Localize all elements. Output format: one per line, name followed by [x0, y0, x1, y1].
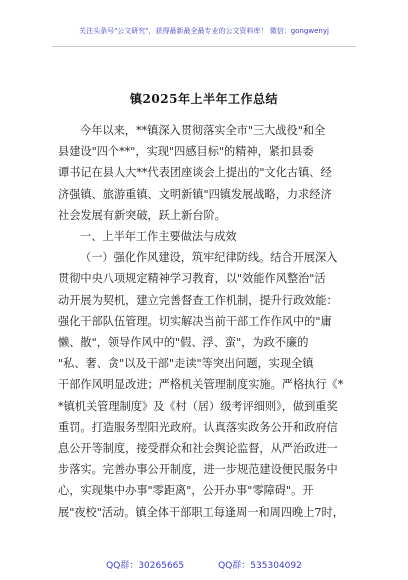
header-divider — [52, 46, 356, 47]
body-line: *镇机关管理制度》及《村（居）级考评细则》，做到重奖 — [58, 399, 338, 413]
document-body — [58, 120, 350, 523]
body-line: 心，实现集中办事"零距离"，公开办事"零障碍"。开 — [58, 484, 314, 498]
body-line: "私、奢、贪"以及干部"走读"等突出问题，实现全镇 — [58, 357, 314, 371]
body-line: 展"夜校"活动。镇全体干部职工每逢周一和周四晚上7时， — [58, 505, 344, 519]
body-line: 贯彻中央八项规定精神学习教育，以"效能作风整治"活 — [58, 272, 326, 286]
footer-qq-group-2: QQ群：535304092 — [218, 561, 302, 571]
body-line: 社会发展有新突破，跃上新台阶。 — [58, 208, 226, 222]
body-line: 干部作风明显改进；严格机关管理制度实施。严格执行《* — [58, 378, 344, 392]
body-line: 息公开等制度，接受群众和社会舆论监督，从严治政进一 — [58, 442, 338, 456]
body-line: 谭书记在县人大**代表团座谈会上提出的"文化古镇、经 — [58, 166, 332, 180]
header-banner: 关注头条号"公文研究"，获得最新最全最专业的公文资料库！ 微信：gongwenyj — [79, 27, 329, 35]
body-line: 济强镇、旅游重镇、文明新镇"四镇发展战略，力求经济 — [58, 187, 332, 201]
body-line: （一）强化作风建设，筑牢纪律防线。结合开展深入 — [80, 251, 338, 265]
body-line: 县建设"四个**"，实现"四感目标"的精神，紧扣县委 — [58, 145, 314, 159]
body-line: 今年以来，**镇深入贯彻落实全市"三大战役"和全 — [80, 124, 326, 137]
section-heading: 一、上半年工作主要做法与成效 — [80, 230, 237, 244]
body-line: 懒、散"，领导作风中的"假、浮、蛮"，为政不廉的 — [58, 336, 309, 350]
footer-contacts — [0, 558, 408, 571]
body-line: 动开展为契机，建立完善督查工作机制，提升行政效能： — [58, 293, 338, 307]
document-title: 镇2025年上半年工作总结 — [130, 92, 278, 106]
body-line: 步落实。完善办事公开制度，进一步规范建设便民服务中 — [58, 463, 338, 477]
body-line: 重罚。打造服务型阳光政府。认真落实政务公开和政府信 — [58, 420, 338, 434]
footer-qq-group-1: QQ群：30265665 — [106, 561, 185, 571]
body-line: 强化干部队伍管理。切实解决当前干部工作作风中的"庸 — [58, 314, 332, 328]
